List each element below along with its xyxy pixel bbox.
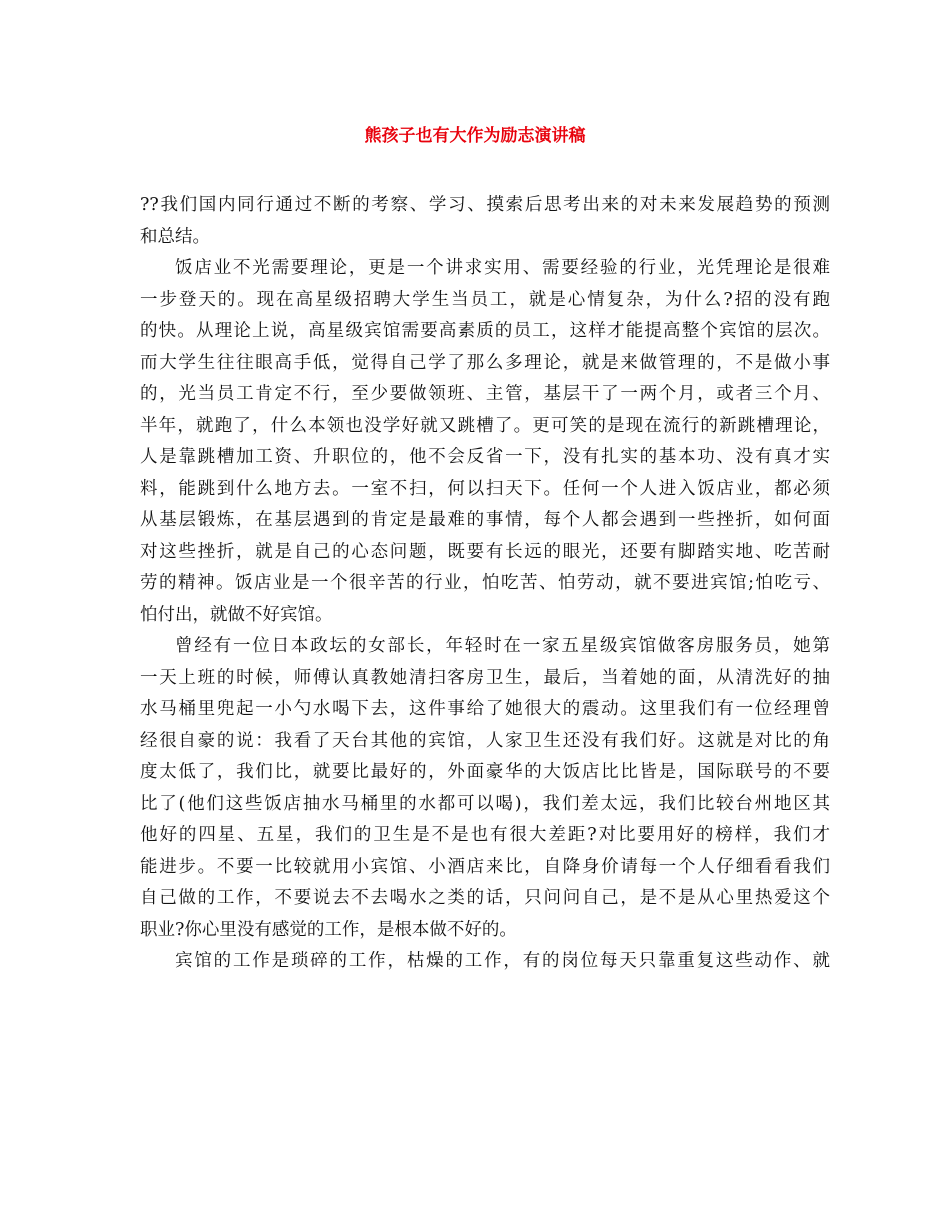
text-line: 从基层锻炼，在基层遇到的肯定是最难的事情，每个人都会遇到一些挫折，如何面 (140, 510, 830, 530)
text-line: 人是靠跳槽加工资、升职位的，他不会反省一下，没有扎实的基本功、没有真才实 (140, 447, 830, 467)
text-line: 宾馆的工作是琐碎的工作，枯燥的工作，有的岗位每天只靠重复这些动作、就 (175, 951, 830, 971)
text-line: 对这些挫折，就是自己的心态问题，既要有长远的眼光，还要有脚踏实地、吃苦耐 (140, 541, 830, 562)
text-line: 自己做的工作，不要说去不去喝水之类的话，只问问自己，是不是从心里热爱这个 (140, 888, 830, 908)
text-line: 和总结。 (140, 226, 210, 247)
text-line: 比了(他们这些饭店抽水马桶里的水都可以喝)，我们差太远，我们比较台州地区其 (140, 793, 830, 814)
text-line: 怕付出，就做不好宾馆。 (140, 604, 333, 625)
document-body (140, 190, 830, 978)
text-line: 而大学生往往眼高手低，觉得自己学了那么多理论，就是来做管理的，不是做小事 (140, 352, 830, 373)
document-title: 熊孩子也有大作为励志演讲稿 (364, 126, 586, 146)
text-line: 一天上班的时候，师傅认真教她清扫客房卫生，最后，当着她的面，从清洗好的抽 (140, 667, 830, 688)
text-line: 的，光当员工肯定不行，至少要做领班、主管，基层干了一两个月，或者三个月、 (140, 384, 830, 404)
text-line: 的快。从理论上说，高星级宾馆需要高素质的员工，这样才能提高整个宾馆的层次。 (140, 321, 830, 341)
text-line: 水马桶里兜起一小勺水喝下去，这件事给了她很大的震动。这里我们有一位经理曾 (140, 699, 830, 719)
text-line: 料，能跳到什么地方去。一室不扫，何以扫天下。任何一个人进入饭店业，都必须 (140, 478, 830, 499)
text-line: 半年，就跑了，什么本领也没学好就又跳槽了。更可笑的是现在流行的新跳槽理论， (140, 415, 830, 436)
text-line: 他好的四星、五星，我们的卫生是不是也有很大差距?对比要用好的榜样，我们才 (140, 825, 830, 845)
text-line: 一步登天的。现在高星级招聘大学生当员工，就是心情复杂，为什么?招的没有跑 (140, 289, 830, 310)
text-line: ??我们国内同行通过不断的考察、学习、摸索后思考出来的对未来发展趋势的预测 (140, 195, 830, 215)
text-line: 劳的精神。饭店业是一个很辛苦的行业，怕吃苦、怕劳动，就不要进宾馆;怕吃亏、 (140, 573, 830, 593)
text-line: 度太低了，我们比，就要比最好的，外面豪华的大饭店比比皆是，国际联号的不要 (140, 762, 830, 782)
text-line: 饭店业不光需要理论，更是一个讲求实用、需要经验的行业，光凭理论是很难 (175, 258, 830, 278)
text-line: 能进步。不要一比较就用小宾馆、小酒店来比，自降身价请每一个人仔细看看我们 (140, 856, 830, 877)
text-line: 经很自豪的说：我看了天台其他的宾馆，人家卫生还没有我们好。这就是对比的角 (140, 730, 830, 751)
text-line: 曾经有一位日本政坛的女部长，年轻时在一家五星级宾馆做客房服务员，她第 (175, 636, 830, 656)
text-line: 职业?你心里没有感觉的工作，是根本做不好的。 (140, 919, 517, 940)
